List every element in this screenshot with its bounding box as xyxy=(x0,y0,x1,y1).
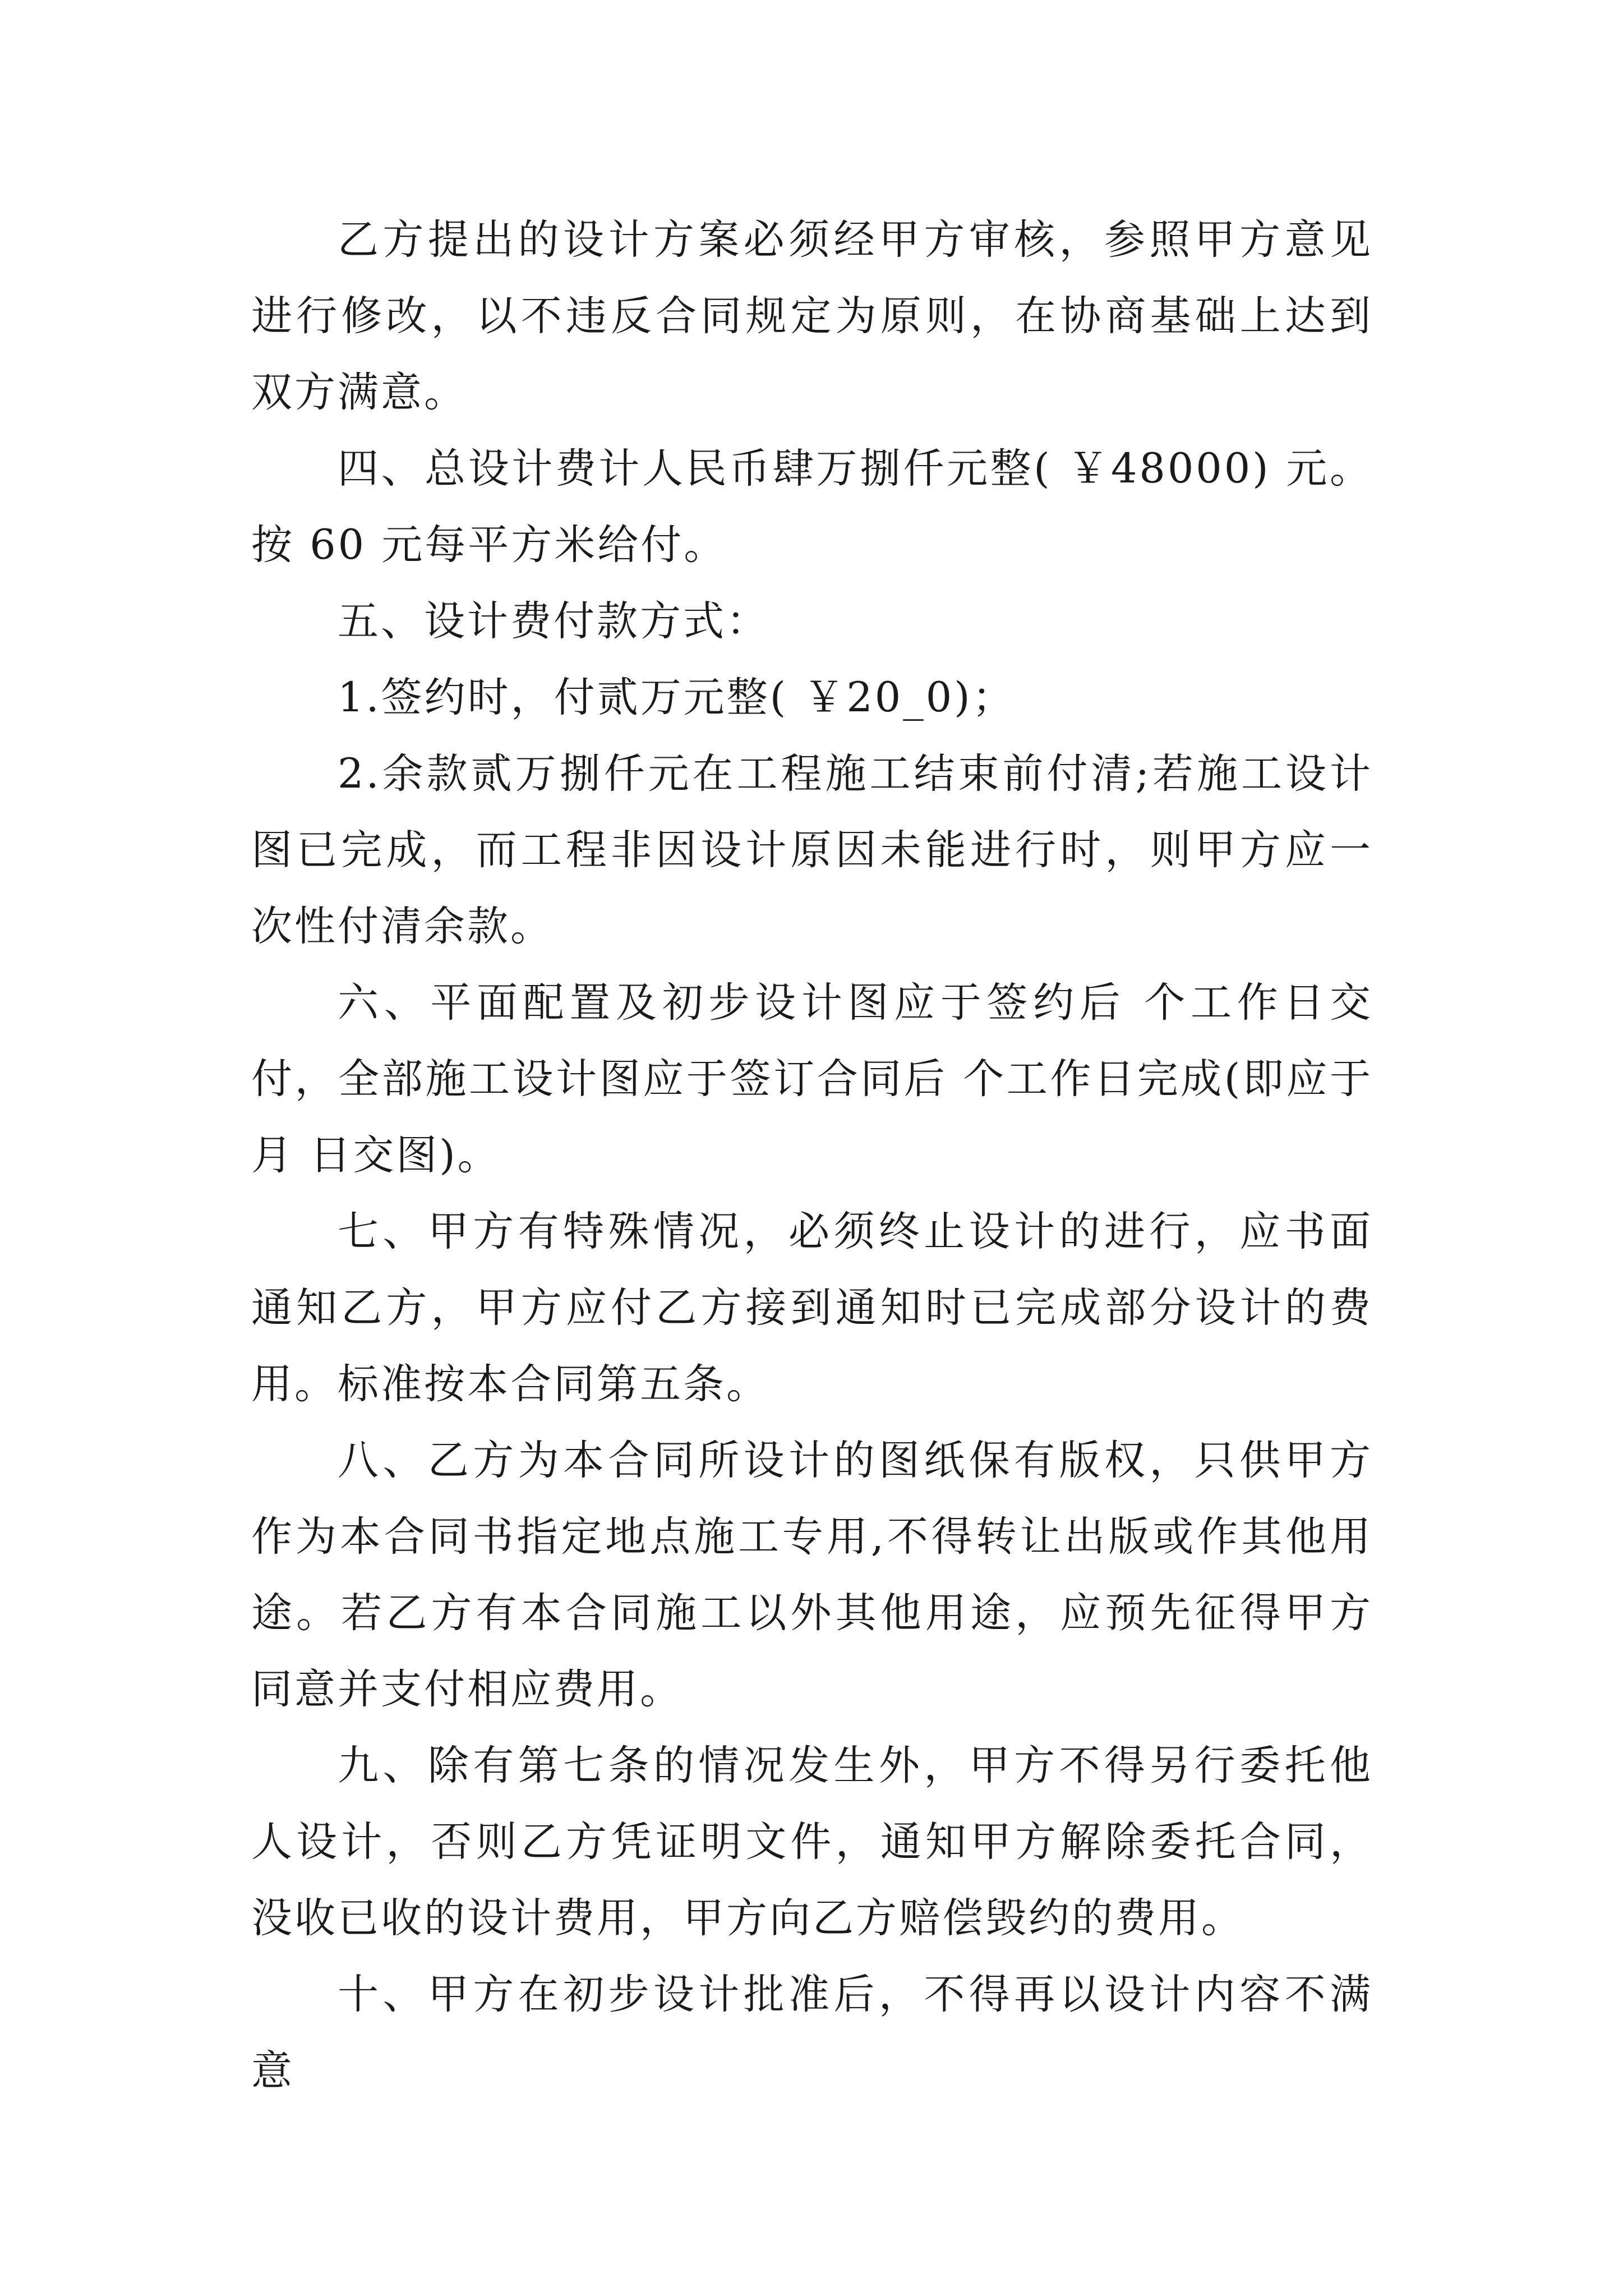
paragraph-clause-8-copyright: 八、乙方为本合同所设计的图纸保有版权，只供甲方作为本合同书指定地点施工专用,不得转让出版或作其他用途。若乙方有本合同施工以外其他用途，应预先征得甲方同意并支付相应费用。 xyxy=(251,1437,1373,1713)
paragraph-clause-5-payment-method: 五、设计费付款方式： xyxy=(338,597,769,645)
paragraph-clause-5-item-1: 1.签约时，付贰万元整( ￥20_0)； xyxy=(338,674,1016,721)
paragraph-clause-4-total-fee: 四、总设计费计人民币肆万捌仟元整( ￥48000) 元。按 60 元每平方米给付。 xyxy=(251,445,1373,569)
paragraph-clause-6-deadlines: 六、平面配置及初步设计图应于签约后 个工作日交付，全部施工设计图应于签订合同后 个工作日完成(即应于 月 日交图)。 xyxy=(251,979,1373,1179)
paragraph-clause-10-approval: 十、甲方在初步设计批准后，不得再以设计内容不满意 xyxy=(251,1971,1373,2095)
paragraph-clause-9-exclusivity: 九、除有第七条的情况发生外，甲方不得另行委托他人设计，否则乙方凭证明文件，通知甲方解除委托合同，没收已收的设计费用，甲方向乙方赔偿毁约的费用。 xyxy=(251,1742,1373,1942)
paragraph-clause-7-termination: 七、甲方有特殊情况，必须终止设计的进行，应书面通知乙方，甲方应付乙方接到通知时已完成部分设计的费用。标准按本合同第五条。 xyxy=(251,1208,1373,1408)
paragraph-design-review: 乙方提出的设计方案必须经甲方审核，参照甲方意见进行修改，以不违反合同规定为原则，在协商基础上达到双方满意。 xyxy=(251,216,1373,416)
paragraph-clause-5-item-2: 2.余款贰万捌仟元在工程施工结束前付清;若施工设计图已完成，而工程非因设计原因未能进行时，则甲方应一次性付清余款。 xyxy=(251,750,1373,950)
contract-body xyxy=(251,202,1373,2109)
